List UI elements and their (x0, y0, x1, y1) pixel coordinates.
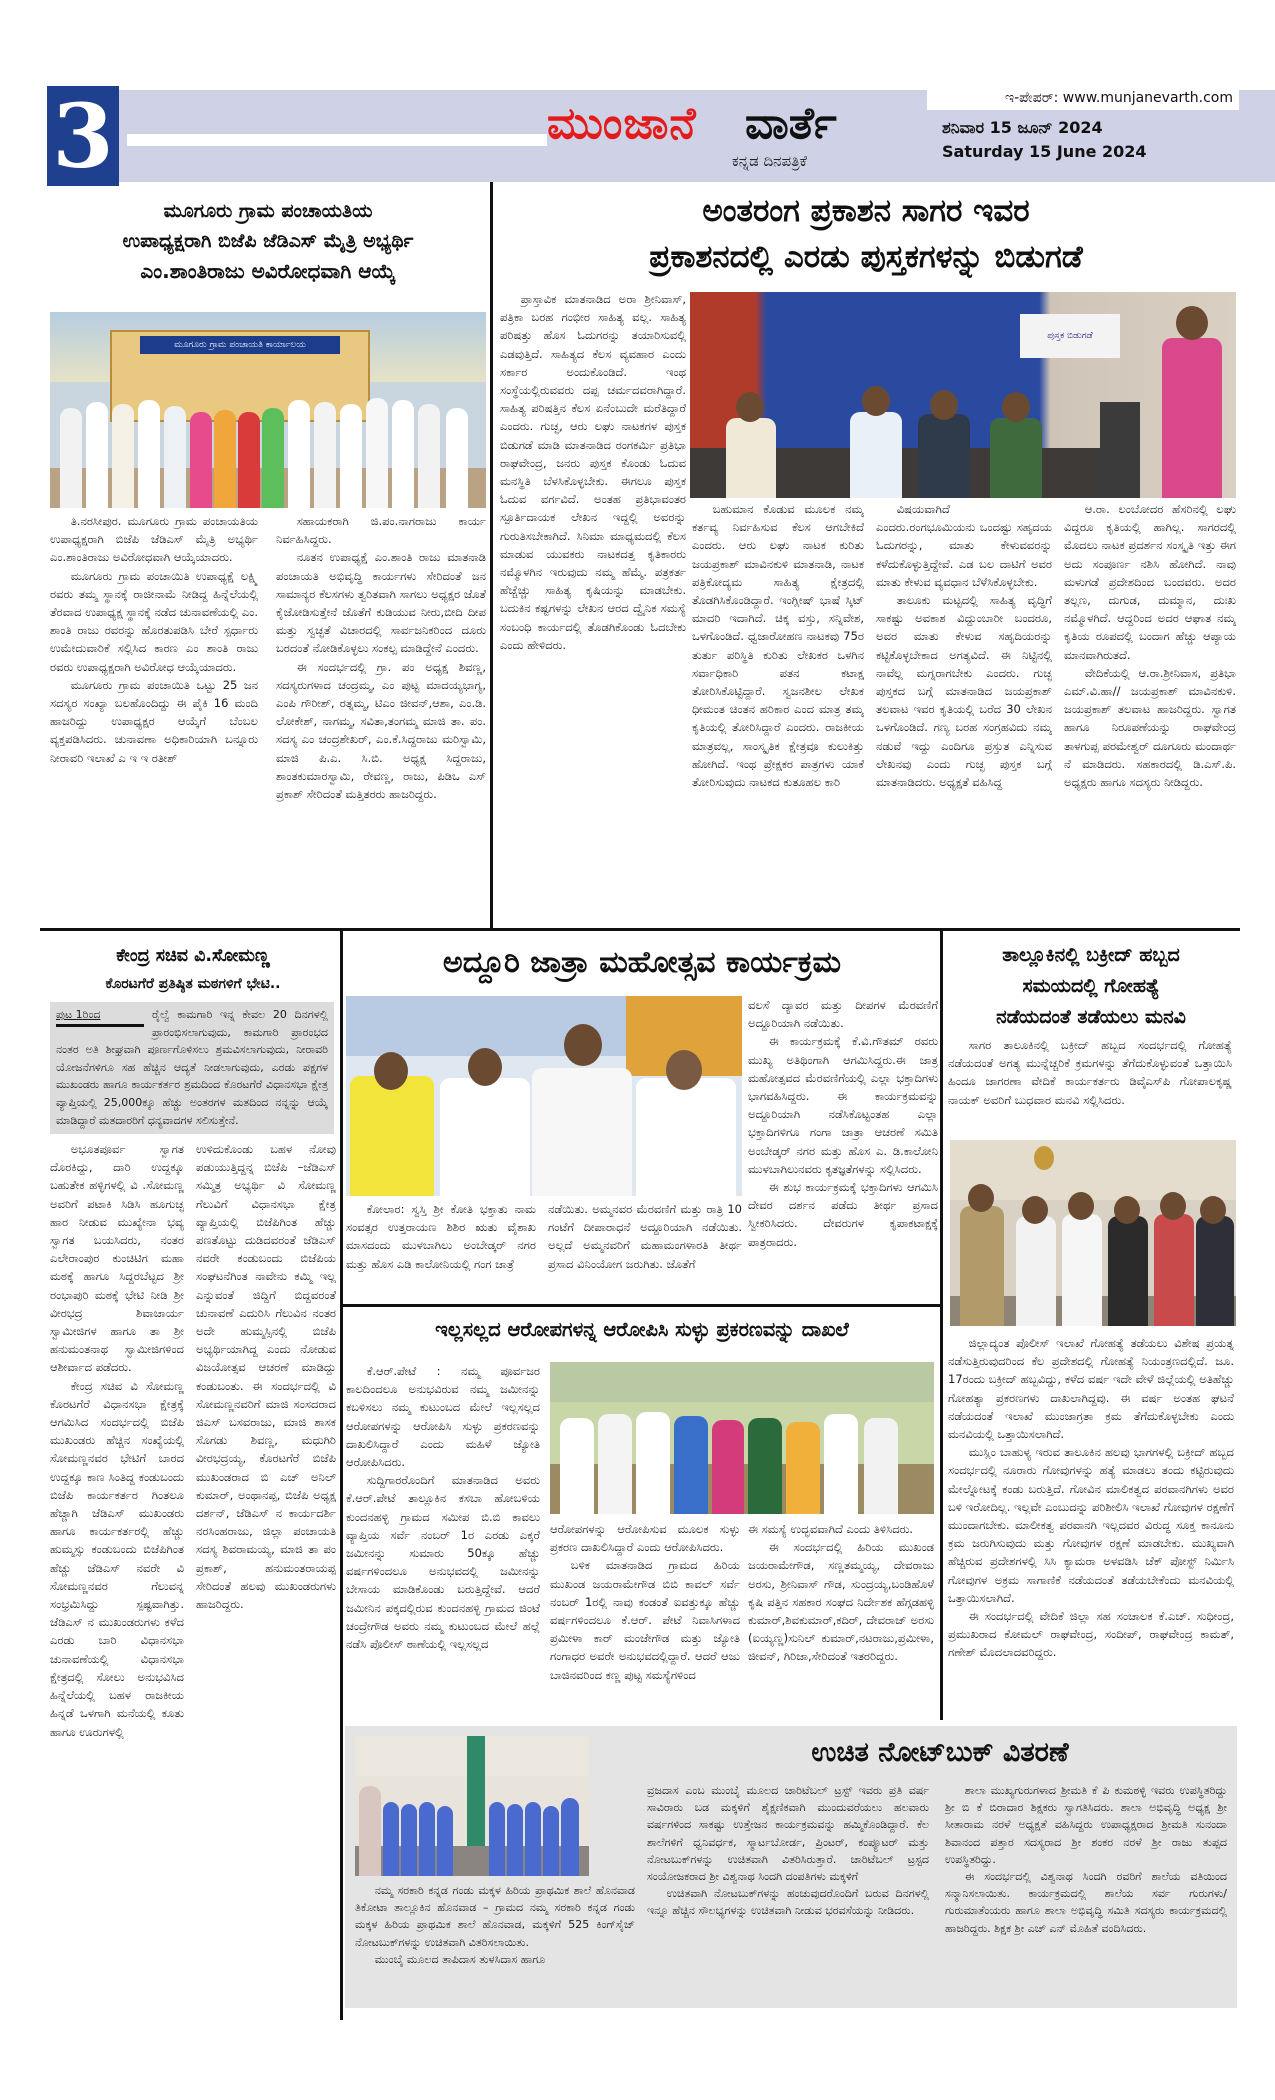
bakrid-body (948, 1334, 1234, 1714)
paragraph: ಸಾಗರ ತಾಲೂಕಿನಲ್ಲಿ ಬಕ್ರೀದ್ ಹಬ್ಬದ ಸಂದರ್ಭದಲ್ಲಿ ಗೋಹತ್ಯೆ ನಡೆಯದಂತೆ ಅಗತ್ಯ ಮುನ್ನೆಚ್ಚರಿಕೆ ಕ್ರಮಗಳನ್ನು ತೆಗೆದುಕೊಳ್ಳುವಂತೆ ಒತ್ತಾಯಿಸಿ ಹಿಂದೂ ಜಾಗರಣಾ ವೇದಿಕೆ ಕಾರ್ಯಕರ್ತರು ಡಿವೈಎಸ್‌ಪಿ ಗೋಪಾಲಕೃಷ್ಣ ನಾಯಕ್ ಅವರಿಗೆ ಬುಧವಾರ ಮನವಿ ಸಲ್ಲಿಸಿದರು. (948, 1038, 1232, 1107)
headline-line: ನಡೆಯದಂತೆ ತಡೆಯಲು ಮನವಿ (996, 1006, 1186, 1028)
paragraph: ಈ ಸಂದರ್ಭದಲ್ಲಿ ವೇದಿಕೆ ಜಿಲ್ಲಾ ಸಹ ಸಂಚಾಲಕ ಕೆ.ಎಚ್. ಸುಧೀಂದ್ರ, ಪ್ರಮುಖರಾದ ಕೋಮಲ್ ರಾಘವೇಂದ್ರ, ಸಂದೀಪ್, ರಾಘವೇಂದ್ರ ಕಾಮತ್, ಗಣೇಶ್ ಮೊದಲಾದವರಿದ್ದರು. (948, 1609, 1234, 1660)
paragraph: ಈ ಕಾರ್ಯಕ್ರಮಕ್ಕೆ ಕೆ.ವಿ.ಗೌತಮ್ ರವರು ಮುಖ್ಯ ಅತಿಥಿಂಗಾಗಿ ಆಗಮಿಸಿದ್ದರು.ಈ ಜಾತ್ರ ಮಹೋತ್ಸವದ ಮೆರವಣಿಗೆಯಲ್ಲಿ ಎಲ್ಲಾ ಭಕ್ತಾದಿಗಳು ಭಾಗವಹಿಸಿದ್ದರು. ಈ ಕಾರ್ಯಕ್ರಮವನ್ನು ಅದ್ದೂರಿಯಾಗಿ ನಡೆಸಿಕೊಟ್ಟಂತಹ ಎಲ್ಲಾ ಭಕ್ತಾದಿಗಳಿಗೂ ಗಂಗಾ ಜಾತ್ರಾ ಆಚರಣೆ ಸಮಿತಿ ಅಂಬೇಡ್ಕರ್ ನಗರ ಮತ್ತು ಹೊಸ ಎ. ಡಿ.ಕಾಲೋನಿ ಮುಳಬಾಗಿಲುನವರು ಕೃತಜ್ಞತೆಗಳನ್ನು ಸಲ್ಲಿಸಿದರು. (748, 1034, 938, 1176)
paragraph: ಆರೋಪಗಳನ್ನು ಆರೋಪಿಸುವ ಮೂಲಕ ಸುಳ್ಳು ಪ್ರಕರಣ ದಾಖಲಿಸಿದ್ದಾರೆ ಎಂದು ಆರೋಪಿಸಿದರು. (550, 1522, 740, 1555)
headline-line: ಮೂಗೂರು ಗ್ರಾಮ ಪಂಚಾಯತಿಯ (163, 200, 373, 222)
paragraph: ಶಾಲಾ ಮುಖ್ಯಗುರುಗಳಾದ ಶ್ರೀಮತಿ ಕೆ ಪಿ ಕುಮಠಳ್ಳಿ ಇವರು ಉಪಸ್ಥಿತರಿದ್ದು ಶ್ರೀ ಬಿ ಕೆ ಬಿರಾದಾರ ಶಿಕ್ಷಕರು ಸ್ವಾಗತಿಸಿದರು. ಶಾಲಾ ಅಭಿವೃದ್ಧಿ ಅಧ್ಯಕ್ಷ ಶ್ರೀ ಸೀತಾರಾಮ ನರಳೆ ಅಧ್ಯಕ್ಷತೆ ವಹಿಸಿದ್ದರು ಉಪಾಧ್ಯಕ್ಷರಾದ ಶ್ರೀಮತಿ ಸುನಂದಾ ಶಿವಾನಂದ ಪತ್ತಾರ ಸದಸ್ಯರಾದ ಶ್ರೀ ಶಂಕರ ನರಳೆ ಶ್ರೀ ರಾಜು ತುಪ್ಪದ ಉಪಸ್ಥಿತರಿದ್ದು. (945, 1784, 1227, 1866)
logo-text-red: ಮುಂಜಾನೆ (547, 98, 697, 149)
paragraph: ತಿ.ನರಸೀಪುರ. ಮೂಗೂರು ಗ್ರಾಮ ಪಂಚಾಯತಿಯ ಉಪಾಧ್ಯಕ್ಷರಾಗಿ ಬಿಜೆಪಿ ಜೆಡಿಎಸ್ ಮೈತ್ರಿ ಅಭ್ಯರ್ಥಿ ಎಂ.ಶಾಂತಿರಾಜು ಅವಿರೋಧವಾಗಿ ಆಯ್ಕೆಯಾದರು. (50, 514, 258, 565)
paragraph: ಸುದ್ದಿಗಾರರೊಂದಿಗೆ ಮಾತನಾಡಿದ ಅವರು ಕೆ.ಆರ್.ಪೇಟೆ ತಾಲ್ಲೂಕಿನ ಕಸಬಾ ಹೋಬಳಿಯ ಕುಂದನಹಳ್ಳಿ ಗ್ರಾಮದ ಸಮೀಪ ಬಿ.ಬಿ ಕಾವಲು ವ್ಯಾಪ್ತಿಯ ಸರ್ವೆ ನಂಬರ್ 1ರ ಎರಡು ಎಕ್ಕರೆ ಜಮೀನನ್ನು ಸುಮಾರು 50ಕ್ಕೂ ಹೆಚ್ಚು ವರ್ಷಗಳಿಂದಲೂ ಅನುಭವದಲ್ಲಿ ಜಮೀನನ್ನು ಬೇಸಾಯ ಮಾಡಿಕೊಂಡು ಬರುತ್ತಿದ್ದೇವೆ. ಆದರೆ ಜಮೀನಿನ ಪಕ್ಕದಲ್ಲಿರುವ ಕುಂದನಹಳ್ಳಿ ಗ್ರಾಮದ ಜಿಂಟೆ ಚಂದ್ರೇಗೌಡ ಅವರು ನಮ್ಮ ಕುಟುಂಬದ ಮೇಲೆ ಹಲ್ಲೆ ನಡೆಸಿ ಪೊಲೀಸ್ ಠಾಣೆಯಲ್ಲಿ ಇಲ್ಲಸಲ್ಲದ (346, 1473, 540, 1652)
paragraph: ಬಳಿಕ ಮಾತನಾಡಿದ ಗ್ರಾಮದ ಹಿರಿಯ ಮುಖಂಡ ಜಯರಾಮೇಗೌಡ ಬಿಬಿ ಕಾವಲ್ ಸರ್ವೆ ನಂಬರ್ 1ರಲ್ಲಿ ನಾವು ಕಂಡಂತೆ ಐವತ್ತುಕ್ಕೂ ಹೆಚ್ಚು ವರ್ಷಗಳಿಂದಲೂ ಕೆ.ಆರ್. ಪೇಟೆ ನಿವಾಸಿಗಳಾದ ಪ್ರಮೀಳಾ ಕಾರ್ ಮಂಜೇಗೌಡ ಮತ್ತು ಜ್ಯೋತಿ ಗಂಗಾಧರ ಅವರೇ ಅನುಭವದಲ್ಲಿದ್ದಾರೆ. ಆದರೆ ಆಜು ಬಾಜಿನವರಿಂದ ಕಣ್ಣ ಪುಟ್ಟ ಸಮಸ್ಯೆಗಳಿಂದ (550, 1558, 740, 1682)
paragraph: ಈ ಸಂದರ್ಭದಲ್ಲಿ ಗ್ರಾ. ಪಂ ಅಧ್ಯಕ್ಷ ಶಿವಣ್ಣ, ಸದಸ್ಯರುಗಳಾದ ಚಂದ್ರಮ್ಮ, ಎಂ ಪುಟ್ಟ ಮಾದಯ್ಯಭಾಗ್ಯ, ಎಂಪಿ ಗೌರೀಶ್, ರತ್ನಮ್ಮ, ಟಿಎಂ ಜೀವನ್,ಆಶಾ, ಎಂ.ಡಿ. ಲೋಕೇಶ್, ನಾಗಮ್ಮ, ಸವಿತಾ,ತಂಗಮ್ಮ ಮಾಜಿ ತಾ. ಪಂ. ಸದಸ್ಯ ಎಂ ಚಂದ್ರಶೇಖರ್, ಎಂ.ಕೆ.ಸಿದ್ದರಾಜು ಮರಿಸ್ವಾಮಿ, ಮಾಜಿ ಪಿ.ಎ. ಸಿ.ಬಿ. ಅಧ್ಯಕ್ಷ ಸಿದ್ದರಾಜು, ಶಾಂತಕುಮಾರಸ್ವಾಮಿ, ರೇವಣ್ಣ, ರಾಜು, ಪಿಡಿಒ ಎಸ್ ಪ್ರಕಾಶ್ ಸೇರಿದಂತೆ ಮತ್ತಿತರರು ಹಾಜರಿದ್ದರು. (276, 659, 486, 802)
paragraph: ಮುಸ್ಲಿಂ ಬಾಹುಳ್ಯ ಇರುವ ತಾಲೂಕಿನ ಹಲವು ಭಾಗಗಳಲ್ಲಿ ಬಕ್ರೀದ್ ಹಬ್ಬದ ಸಂದರ್ಭದಲ್ಲಿ ನೂರಾರು ಗೋವುಗಳನ್ನು ಹತ್ಯೆ ಮಾಡಲು ತಂದು ಕಟ್ಟಿರುವುದು ಮೇಲ್ನೋಟಕ್ಕೆ ಕಂಡು ಬರುತ್ತಿದೆ. ಗೋವಿನ ಮಾಲಿಕತ್ವದ ಪರವಾನಗಿಗಳು ಅವರ ಬಳಿ ಇರೋದಿಲ್ಲ. ಇಲ್ಲವೇ ಎಂಬುದನ್ನು ಪರಿಶೀಲಿಸಿ ಇಲಾಖೆ ಗೋವುಗಳ ರಕ್ಷಣೆಗೆ ಮುಂದಾಗಬೇಕು. ಮಾಲೀಕತ್ವ ಪರವಾನಗಿ ಇಲ್ಲದವರ ವಿರುದ್ಧ ಸೂಕ್ತ ಕಾನೂನು ಕ್ರಮ ಜರುಗಿಸುವುದು ಮತ್ತು ಗೋವುಗಳ ರಕ್ಷಣೆ ಮಾಡಬೇಕು. ಮುಖ್ಯವಾಗಿ ಹೆಚ್ಚಿರುವ ಪ್ರದೇಶಗಳಲ್ಲಿ ಸಿಸಿ ಕ್ಯಾಮರಾ ಅಳವಡಿಸಿ ಚೆಕ್ ಪೋಸ್ಟ್ ನಿರ್ಮಿಸಿ ಗೋವುಗಳ ಅಕ್ರಮ ಸಾಗಾಣಿಕೆ ನಡೆಯದಂತೆ ತಡೆಯಬೇಕೆಂದು ಮನವಿಯಲ್ಲಿ ಒತ್ತಾಯಿಸಲಾಗಿದೆ. (948, 1445, 1234, 1605)
paragraph: ಉಚಿತವಾಗಿ ನೋಟಬುಕ್‌ಗಳನ್ನು ಹಂಚುವುದರೊಂದಿಗೆ ಬರುವ ದಿನಗಳಲ್ಲಿ ಇನ್ನೂ ಹೆಚ್ಚಿನ ಸೌಲಭ್ಯಗಳನ್ನು ಉಚಿತವಾಗಿ ನೀಡುವ ಭರವಸೆಯನ್ನು ನೀಡಿದರು. (647, 1887, 929, 1918)
paragraph: ಜಿಲ್ಲಾದ್ಯಂತ ಪೊಲೀಸ್ ಇಲಾಖೆ ಗೋಹತ್ಯೆ ತಡೆಯಲು ವಿಶೇಷ ಪ್ರಯತ್ನ ನಡೆಸುತ್ತಿರುವುದರಿಂದ ಕೆಲ ಪ್ರದೇಶದಲ್ಲಿ ಗೋಹತ್ಯೆ ನಿಯಂತ್ರಣದಲ್ಲಿದೆ. ಜೂ. 17ರಂದು ಬಕ್ರೀದ್ ಹಬ್ಬವಿದ್ದು, ಕಳೆದ ವರ್ಷ ಇದೇ ವೇಳೆ ಜಿಲ್ಲೆಯಲ್ಲಿ ಅತಿಹೆಚ್ಚು ಗೋಹತ್ಯಾ ಪ್ರಕರಣಗಳು ದಾಖಲಾಗಿದ್ದವು. ಈ ವರ್ಷ ಅಂತಹ ಘಟನೆ ನಡೆಯದಂತೆ ಇಲಾಖೆ ಮುಂಜಾಗ್ರತಾ ಕ್ರಮ ತೆಗೆದುಕೊಳ್ಳಬೇಕು ಎಂದು ಮನವಿಯಲ್ಲಿ ಒತ್ತಾಯಿಸಲಾಗಿದೆ. (948, 1336, 1234, 1442)
antaranga-photo (690, 292, 1236, 498)
headline-line: ಕೇಂದ್ರ ಸಚಿವ ವಿ.ಸೋಮಣ್ಣ (116, 946, 270, 966)
page-number: 3 (47, 86, 119, 186)
bakrid-photo (950, 1140, 1236, 1326)
notebook-headline: ಉಚಿತ ನೋಟ್‌ಬುಕ್ ವಿತರಣೆ (811, 1737, 1069, 1768)
jatra-col-3 (748, 996, 938, 1298)
false-case-col-2 (550, 1520, 740, 1698)
date-english: Saturday 15 June 2024 (942, 142, 1147, 161)
false-case-photo (550, 1362, 934, 1514)
photo-signboard: ಮೂಗೂರು ಗ್ರಾಮ ಪಂಚಾಯತಿ ಕಾರ್ಯಾಲಯ (140, 336, 340, 354)
paragraph: ಮುಂಬೈ ಮೂಲದ ತಾಪಿದಾಸ ತುಳಸಿದಾಸ ಹಾಗೂ (374, 1952, 546, 1966)
paragraph: ಕೆ.ಆರ್.ಪೇಟೆ : ನಮ್ಮ ಪೂರ್ವಜರ ಕಾಲದಿಂದಲೂ ಅನುಭವಿರುವ ನಮ್ಮ ಜಮೀನನ್ನು ಕಬಳಿಸಲು ನಮ್ಮ ಕುಟುಂಬದ ಮೇಲೆ ಇಲ್ಲಸಲ್ಲದ ಆರೋಪಗಳನ್ನು ಆರೋಪಿಸಿ ಸುಳ್ಳು ಪ್ರಕರಣವನ್ನು ದಾಖಲಿಸಿದ್ದಾರೆ ಎಂದು ಮಹಿಳೆ ಜ್ಯೋತಿ ಆರೋಪಿಸಿದರು. (346, 1364, 540, 1470)
false-case-col-1 (346, 1362, 540, 1698)
paragraph: ಮೂಗೂರು ಗ್ರಾಮ ಪಂಚಾಯಿತಿ ಉಪಾಧ್ಯಕ್ಷೆ ಲಕ್ಷ್ಮಿ ರವರು ತಮ್ಮ ಸ್ಥಾನಕ್ಕೆ ರಾಜೀನಾಮೆ ನೀಡಿದ್ದ ಹಿನ್ನೆಲೆಯಲ್ಲಿ ತೆರವಾದ ಉಪಾಧ್ಯಕ್ಷ ಸ್ಥಾನಕ್ಕೆ ನಡೆದ ಚುನಾವಣೆಯಲ್ಲಿ ಎಂ. ಶಾಂತಿ ರಾಜು ರವರನ್ನು ಹೊರತುಪಡಿಸಿ ಬೇರೆ ಸ್ಪರ್ಧಾರು ಉಮೇದುವಾರಿಕೆ ಸಲ್ಲಿಸಿದ ಕಾರಣ ಎಂ ಶಾಂತಿ ರಾಜು ರವರು ಉಪಾಧ್ಯಕ್ಷರಾಗಿ ಅವಿರೋಧ ಆಯ್ಕೆಯಾದರು. (50, 568, 258, 674)
headline-line: ಉಪಾಧ್ಯಕ್ಷರಾಗಿ ಬಿಜೆಪಿ ಜೆಡಿಎಸ್ ಮೈತ್ರಿ ಅಭ್ಯರ್ಥಿ (122, 230, 414, 252)
paragraph: ಆ.ರಾ. ಲಂಬೋದರ ಹೆಸರಿನಲ್ಲಿ ಲಘು ವಿದ್ದರೂ ಕೃತಿಯಲ್ಲಿ ಹಾಗಿಲ್ಲ. ಸಾಗರದಲ್ಲಿ ಮೊದಲು ನಾಟಕ ಪ್ರದರ್ಶನ ಸಂಸ್ಕೃತಿ ಇತ್ತು ಈಗ ಅದು ಸಂಪೂರ್ಣ ನಶಿಸಿ ಹೋಗಿದೆ. ನಾವು ಮಳುಗಡೆ ಪ್ರದೇಶದಿಂದ ಬಂದವರು. ಅದರ ತಲ್ಲಣ, ದುಗುಡ, ದುಮ್ಮಾನ, ದುಃಖ ನಮ್ಮೊಳಗಿದೆ. ಆದ್ದರಿಂದ ಅದರ ಆಘಾತ ನಮ್ಮ ಕೃತಿಯ ರೂಪದಲ್ಲಿ ಬಂದಾಗ ಹೆಚ್ಚು ಆಪ್ಯಾಯ ಮಾನವಾಗಿರುತದೆ. (1064, 502, 1236, 662)
somanna-headline (48, 942, 338, 998)
jatra-col-2 (548, 1200, 742, 1298)
notebook-caption (355, 1882, 635, 2004)
logo-tagline: ಕನ್ನಡ ದಿನಪತ್ರಿಕೆ (732, 152, 808, 170)
false-case-col-3 (748, 1520, 934, 1698)
paragraph: ವಲಸೆ ದ್ಯಾವರ ಮತ್ತು ದೀಪಗಳ ಮೆರವಣಿಗೆ ಅದ್ದೂರಿಯಾಗಿ ನಡೆಯಿತು. (748, 998, 938, 1031)
paragraph: ವೇದಿಕೆಯಲ್ಲಿ ಆ.ರಾ.ಶ್ರೀನಿವಾಸ, ಪ್ರತಿಭಾ ಎಮ್.ವಿ.ಹಾ// ಜಯಪ್ರಕಾಶ್ ಮಾವಿನಕುಳಿ. ಜಯಪ್ರಕಾಶ್ ತಲವಾಟ ಹಾಜರಿದ್ದರು. ಸ್ವಾಗತ ಹಾಗೂ ನಿರೂಪಣೆಯನ್ನು ರಾಘವೇಂದ್ರ ತಾಳಗುಪ್ಪ ಪರಮೇಶ್ವರ್ ದೂಗೂರು ಮಂದಾರ್ಥ ನೆ ಮಾಡಿದರು. ಸಹಕಾರದಲ್ಲಿ ಡಿ.ಎಸ್.ಪಿ. ಅಧ್ಯಕ್ಷರು ಹಾಗೂ ಸದಸ್ಯರು ನೀಡಿದ್ದರು. (1064, 665, 1236, 790)
paragraph: ಈ ಸಮಸ್ಯೆ ಉದ್ಭವವಾಗಿದೆ ಎಂದು ತಿಳಿಸಿದರು. (748, 1522, 914, 1536)
headline-line: ಅಂತರಂಗ ಪ್ರಕಾಶನ ಸಾಗರ ಇವರ (702, 193, 1030, 229)
notebook-photo (355, 1736, 589, 1876)
antaranga-col-4 (1064, 500, 1236, 924)
paragraph: ಈ ಸಂದರ್ಭದಲ್ಲಿ ಹಿರಿಯ ಮುಖಂಡ ಜಯರಾಮೇಗೌಡ, ಸಣ್ಣತಮ್ಮಯ್ಯ, ದೇವರಾಜು ಅರಸು, ಶ್ರೀನಿವಾಸ್ ಗೌಡ, ಸುಂದ್ರಯ್ಯ,ಬಂಡಿಹೊಳೆ ಕೃಷಿ ಪತ್ತಿನ ಸಹಕಾರ ಸಂಘದ ನಿರ್ದೇಶಕ ಹೆಗ್ಗಡಹಳ್ಳಿ ಕುಮಾರ್,ಶಿವಕುಮಾರ್,ಕದಿರ್, ದೇವರಾಜ್ ಅರಸು (ಐಯ್ಯಣ್ಣ)ಸುನಿಲ್ ಕುಮಾರ್,ನಟರಾಜು,ಪ್ರಮೀಳಾ, ಜೀವನ್, ಗಿರಿಜಾ,ಸೇರಿದಂತೆ ಇತರರಿದ್ದರು. (748, 1540, 934, 1664)
notebook-col-2 (647, 1782, 929, 2004)
bakrid-headline (944, 940, 1238, 1033)
headline-line: ಕೊರಟಗೆರೆ ಪ್ರತಿಷ್ಠಿತ ಮಠಗಳಿಗೆ ಭೇಟಿ.. (105, 976, 281, 992)
article-notebook (345, 1726, 1237, 2008)
moguru-col-2 (276, 512, 486, 922)
headline-line: ತಾಲ್ಲೂಕಿನಲ್ಲಿ ಬಕ್ರೀದ್ ಹಬ್ಬದ (1002, 944, 1180, 966)
paragraph: ಉಳಿದುಕೊಂಡು ಬಹಳ ನೋವು ಪಡುಯುತ್ತಿದ್ದನ್ನ ಬಿಜೆಪಿ –ಜೆಡಿಎಸ್ ಸಮ್ಮಿತ್ರ ಅಭ್ಯರ್ಥಿ ವಿ ಸೋಮಣ್ಣ ಗೆಲುವಿಗೆ ವಿಧಾನಸಭಾ ಕ್ಷೇತ್ರ ವ್ಯಾಪ್ತಿಯಲ್ಲಿ ಬಿಜೆಪಿಗಿಂತ ಹೆಚ್ಚು ಪಣತೊಟ್ಟು ದುಡಿದವರಂತೆ ಜೆಡಿಎಸ್ ನವರೇ ಕಂಡುಬಂದು ಬಿಜೆಪಿಯ ಸಂಘಟನೆಗಿಂತ ನಾವೇನು ಕಮ್ಮಿ ಇಲ್ಲ ಎನ್ನುವಂತೆ ಜಿದ್ದಿಗೆ ಬಿದ್ದವರಂತೆ ಚುನಾವಣೆ ಎದುರಿಸಿ ಗೆಲುವಿನ ನಂತರ ಅದೇ ಹುಮ್ಮಸ್ಸಿನಲ್ಲಿ ಬಿಜೆಪಿ ಅಭ್ಯರ್ಥಿಯಾಗಿದ್ದ ಎಂದು ನೋಡುವ ವಿಜಯೋತ್ಸವ ಆಚರಣೆ ಮಾಡಿದ್ದು ಕಂಡುಬಂತು. ಈ ಸಂದರ್ಭದಲ್ಲಿ ವಿ ಸೋಮಣ್ಣನವರಿಗೆ ಮಾಜಿ ಸಂಸದರಾದ ಜಿಎಸ್ ಬಸವರಾಜು, ಮಾಜಿ ಶಾಸಕ ಸೊಗಡು ಶಿವಣ್ಣ, ಮಧುಗಿರಿ ವೀರಭದ್ರಯ್ಯ, ಕೊರಟಗೆರೆ ಬಿಜೆಪಿ ಮುಖಂಡರಾದ ಬಿ ಎಚ್ ಅನಿಲ್ ಕುಮಾರ್, ಅಂಥಾನಪ್ಪ, ಬಿಜೆಪಿ ಅಧ್ಯಕ್ಷ ದರ್ಶನ್, ಜೆಡಿಎಸ್ ನ ಕಾರ್ಯದರ್ಶಿ ನರಸಿಂಹರಾಜು, ಜಿಲ್ಲಾ ಪಂಚಾಯತಿ ಸದಸ್ಯ ಶಿವರಾಮಯ್ಯ, ಮಾಜಿ ತಾ ಪಂ ಪ್ರಕಾಶ್, ಹನುಮಂತರಾಯಪ್ಪ ಸೇರಿದಂತೆ ಹಲವು ಮುಖಂಡರುಗಳು ಹಾಜರಿದ್ದರು. (196, 1142, 336, 1612)
column-divider (940, 930, 943, 1720)
somanna-intro-box (50, 1002, 334, 1134)
somanna-intro (56, 1006, 328, 1132)
paragraph: ಮೂಗೂರು ಗ್ರಾಮ ಪಂಚಾಯಿತಿ ಒಟ್ಟು 25 ಜನ ಸದಸ್ಯರ ಸಂಖ್ಯಾ ಬಲಹೊಂದಿದ್ದು ಈ ಪೈಕಿ 16 ಮಂದಿ ಹಾಜರಿದ್ದು ಉಪಾಧ್ಯಕ್ಷರ ಆಯ್ಕೆಗೆ ಬೆಂಬಲ ವ್ಯಕ್ತಪಡಿಸಿದರು. ಚುನಾವಣಾ ಅಧಿಕಾರಿಯಾಗಿ ಬನ್ನೂರು ನೀರಾವರಿ ಇಲಾಖೆ ಎ ಇ ಇ ರತೀಶ್ (50, 677, 258, 765)
paragraph: ನಡೆಯಿತು. ಅಮ್ಮನವರ ಮೆರವಣಿಗೆ ಮತ್ತು ರಾತ್ರಿ 10 ಗಂಟೆಗೆ ದೀಪಾರಾಧನೆ ಅದ್ದೂರಿಯಾಗಿ ನಡೆಯಿತು. ಅಲ್ಲದೆ ಅಮ್ಮನವರಿಗೆ ಮಹಾಮಂಗಳಾರತಿ ತೀರ್ಥ ಪ್ರಸಾದ ವಿನಿಂಯೋಗ ಜರುಗಿತು. ಜೊತೆಗೆ (548, 1202, 742, 1271)
masthead (47, 86, 1237, 186)
moguru-photo (50, 312, 486, 508)
epaper-link[interactable]: ಇ-ಪೇಪರ್: www.munjanevarth.com (927, 86, 1239, 110)
date-kannada: ಶನಿವಾರ 15 ಜೂನ್ 2024 (942, 118, 1103, 137)
headline-line: ಪ್ರಕಾಶನದಲ್ಲಿ ಎರಡು ಪುಸ್ತಕಗಳನ್ನು ಬಿಡುಗಡೆ (649, 239, 1083, 275)
antaranga-col-2 (692, 500, 864, 924)
jatra-headline: ಅದ್ದೂರಿ ಜಾತ್ರಾ ಮಹೋತ್ಸವ ಕಾರ್ಯಕ್ರಮ (442, 945, 842, 980)
section-divider (340, 1304, 940, 1307)
moguru-headline (48, 196, 488, 286)
moguru-col-1 (50, 512, 258, 922)
headline-line: ಎಂ.ಶಾಂತಿರಾಜು ಅವಿರೋಧವಾಗಿ ಆಯ್ಕೆ (140, 259, 396, 283)
somanna-col-1 (50, 1140, 184, 2020)
paragraph: ವಿಷಯವಾಗಿದೆ ಎಂದರು.ರಂಗಭೂಮಿಯನು ಒಂದಷ್ಟು ಸಹೃದಯ ಓದುಗರನ್ನು, ಮಾತು ಕೇಳುವವರನ್ನು ಕಳೆದುಕೊಳ್ಳುತ್ತಿದ್ದೇವೆ. ಎಡ ಬಲ ದಾಟಿಗೆ ಅವರ ಮಾತು ಕೇಳುವ ವ್ಯವಧಾನ ಬೆಳೆಸಿಕೊಳ್ಳಬೇಕು. (876, 502, 1052, 589)
antaranga-col-1 (500, 290, 686, 924)
logo-text-black: ವಾರ್ತೆ (745, 98, 837, 149)
stage-banner: ಪುಸ್ತಕ ಬಿಡುಗಡೆ (1020, 314, 1120, 358)
paragraph: ಈ ಸಂದರ್ಭದಲ್ಲಿ ವಿಶ್ವನಾಥ ಸಿಂದಗಿ ರವರಿಗೆ ಶಾಲೆಯ ವತಿಯಿಂದ ಸನ್ಮಾನಿಸಲಾಯಿತು. ಕಾರ್ಯಕ್ರಮದಲ್ಲಿ ಶಾಲೆಯ ಸರ್ವ ಗುರುಗಳು/ಗುರುಮಾತೆಂಯರು ಹಾಗೂ ಶಾಲಾ ಅಭಿವೃದ್ಧಿ ಸಮಿತಿ ಸದಸ್ಯರು ಕಾರ್ಯಕ್ರಮದಲ್ಲಿ ಹಾಜರಿದ್ದರು. ಶಿಕ್ಷಕ ಶ್ರೀ ಎಚ್ ಎನ್ ಮೊಹಿತೆ ವಂದಿಸಿದರು. (945, 1870, 1227, 1935)
headline-line: ಸಮಯದಲ್ಲಿ ಗೋಹತ್ಯೆ (1022, 975, 1160, 997)
paragraph: ಕೋಲಾರ: ಸ್ವಸ್ತಿ ಶ್ರೀ ಕೋತಿ ಭಕ್ತಾತು ನಾಮ ಸಂವತ್ಸರ ಉತ್ತರಾಯಣ ಶಿಶಿರ ಋತು ವೈಶಾಖ ಮಾಸದಂದು ಮುಳಬಾಗಿಲು ಅಂಬೇಡ್ಕರ್ ನಗರ ಮತ್ತು ಹೊಸ ಎಡಿ ಕಾಲೋನಿಯಲ್ಲಿ ಗಂಗ ಜಾತ್ರೆ (346, 1202, 536, 1271)
column-divider (490, 182, 493, 928)
bakrid-intro (948, 1036, 1232, 1130)
section-divider (40, 928, 1240, 931)
notebook-col-3 (945, 1782, 1227, 2004)
jatra-photo (346, 996, 742, 1196)
column-divider (340, 930, 343, 2020)
intro-text: ರೈಲ್ವೆ ಕಾಮಗಾರಿ ಇನ್ನ ಕೇವಲ 20 ದಿನಗಳಲ್ಲಿ ಪ್ರಾರಂಭಿಸಲಾಗುವುದು, ಕಾಮಗಾರಿ ಪ್ರಾರಂಭದ ನಂತರ ಅತಿ ಶೀಘ್ರವಾಗಿ ಪೂರ್ಣಗೊಳಿಸಲು ಶ್ರಮವಿಸಲಾಗುವುದು, ನೀರಾವರಿ ಯೋಜನೆಗಳಿಗೂ ಸಹ ಹೆಚ್ಚಿನ ಆದ್ಯತೆ ನೀಡಲಾಗುವುದು, ಎರಡು ಪಕ್ಷಗಳ ಮುಖಂಡರು ಹಾಗೂ ಕಾರ್ಯಕರ್ತರ ಶ್ರಮದಿಂದ ಕೊರಟಗೆರೆ ವಿಧಾನಸಭಾ ಕ್ಷೇತ್ರ ವ್ಯಾಪ್ತಿಯಲ್ಲಿ 25,000ಕ್ಕೂ ಹೆಚ್ಚು ಅಂತರಗಳ ಮತದಿಂದ ನನ್ನನ್ನು ಆಯ್ಕೆ ಮಾಡಿದ್ದಾರೆ ಮತದಾರರಿಗೆ ಧನ್ಯವಾದಗಳ ಸಲಿಸುತ್ತೇನೆ. (56, 1008, 328, 1127)
paragraph: ಸಹಾಯಕರಾಗಿ ಜಿ.ಪಂ.ನಾಗರಾಜು ಕಾರ್ಯ ನಿರ್ವಹಿಸಿದ್ದರು. (276, 514, 486, 547)
somanna-col-2 (196, 1140, 336, 2020)
paragraph: ನಮ್ಮ ಸರಕಾರಿ ಕನ್ನಡ ಗಂಡು ಮಕ್ಕಳ ಹಿರಿಯ ಪ್ರಾಥಮಿಕ ಶಾಲೆ ಹೊನವಾಡ ತಿಕೋಟಾ ತಾಲ್ಲೂಕಿನ ಹೊನವಾಡ – ಗ್ರಾಮದ ನಮ್ಮ ಸರಕಾರಿ ಕನ್ನಡ ಗಂಡು ಮಕ್ಕಳ ಹಿರಿಯ ಪ್ರಾಥಮಿಕ ಶಾಲೆ ಹೊನವಾಡ, ಮಕ್ಕಳಿಗೆ 525 ಕಿಂಗ್‌ಸೈಜ್ ನೋಟಬುಕ್‌ಗಳನ್ನು ಉಚಿತವಾಗಿ ವಿತರಿಸಲಾಯಿತು. (355, 1884, 635, 1949)
antaranga-col-3 (876, 500, 1052, 924)
antaranga-headline (496, 188, 1236, 280)
paragraph: ಈ ಶುಭ ಕಾರ್ಯಕ್ರಮಕ್ಕೆ ಭಕ್ತಾದಿಗಳು ಆಗಮಿಸಿ ದೇವರ ದರ್ಶನ ಪಡೆದು ತೀರ್ಥ ಪ್ರಸಾದ ಸ್ವೀಕರಿಸಿದರು. ದೇವರುಗಳ ಕೃಪಾಕಟಾಕ್ಷಕ್ಕೆ ಪಾತ್ರರಾದರು. (748, 1180, 938, 1249)
jatra-col-1 (346, 1200, 536, 1298)
paragraph: ಕೇಂದ್ರ ಸಚಿವ ವಿ ಸೋಮಣ್ಣ ಕೊರಟಗೆರೆ ವಿಧಾನಸಭಾ ಕ್ಷೇತ್ರಕ್ಕೆ ಆಗಮಿಸಿದ ಸಂದರ್ಭದಲ್ಲಿ ಬಿಜೆಪಿ ಮುಖಂಡರು ಹೆಚ್ಚಿನ ಸಂಖ್ಯೆಯಲ್ಲಿ ಸೋಮಣ್ಣನವರ ಭೇಟಿಗೆ ಬಾರದ ಉದ್ದಕ್ಕೂ ಕಾಣ ಸಿಂತಿದ್ದ ಕಂಡುಬಂದು ಬಿಜೆಪಿ ಕಾರ್ಯಕರ್ತರ ಗಿಂತಲೂ ಹೆಚ್ಚಾಗಿ ಜೆಡಿಎಸ್ ಮುಖಂಡರು ಹಾಗೂ ಕಾರ್ಯಕರ್ತರಲ್ಲಿ ಹೆಚ್ಚು ಹುಮ್ಮಸ್ಸು ಕಂಡುಬಂದು ಬಿಜೆಪಿಗಿಂತ ಹೆಚ್ಚು ಜೆಡಿಎಸ್ ನವರೇ ವಿ ಸೋಮಣ್ಣನವರ ಗೆಲುವನ್ನ ಸಂಭ್ರಮಿಸಿದ್ದು ಸ್ಪಷ್ಟವಾಗಿತ್ತು. ಜೆಡಿಎಸ್ ನ ಮುಖಂಡರುಗಳು ಕಳೆದ ಎರಡು ಬಾರಿ ವಿಧಾನಸಭಾ ಚುನಾವಣೆಯಲ್ಲಿ ವಿಧಾನಸಭಾ ಕ್ಷೇತ್ರದಲ್ಲಿ ಸೋಲು ಅನುಭವಿಸಿದ ಹಿನ್ನೆಲೆಯಲ್ಲಿ ಬಹಳ ರಾಜಕೀಯ ಹಿನ್ನಡೆ ಒಳಗಾಗಿ ಮನೆಯಲ್ಲಿ ಕೂತು ಹಾಗೂ ಊರುಗಳಲ್ಲಿ (50, 1378, 184, 1739)
paragraph: ವ್ರಜದಾಸ ಎಂಬ ಮುಂಬೈ ಮೂಲದ ಚಾರಿಟೆಬಲ್ ಟ್ರಸ್ಟ್ ಇವರು ಪ್ರತಿ ವರ್ಷ ಸಾವಿರಾರು ಬಡ ಮಕ್ಕಳಿಗೆ ಶೈಕ್ಷಣಿಕವಾಗಿ ಮುಂದುವರೆಯಲು ಹಲವಾರು ವರ್ಷಗಳಿಂದ ಸಾಕಷ್ಟು ಉತ್ತೇಜನ ಕಾರ್ಯಕ್ರಮವನ್ನು ಹಮ್ಮಿಕೊಂಡಿದ್ದಾರೆ. ಕೆಲ ಶಾಲೆಗಳಿಗೆ ಧ್ವನಿವರ್ಧಕ, ಸ್ಮಾರ್ಟಬೋರ್ಡ, ಪ್ರಿಂಟರ್, ಕಂಪ್ಯೂಟರ್ ಮತ್ತು ನೋಟಬುಕ್‌ಗಳನ್ನು ಉಚಿತವಾಗಿ ವಿತರಿಸಿರುತ್ತಾರೆ. ಚಾರಿಟೆಬಲ್ ಟ್ರಸ್ಟದ ಸಂಯೋಜಕರಾದ ಶ್ರೀ ವಿಶ್ವನಾಥ ಸಿಂದಗಿ ದಂಪತಿಗಳು ಮಕ್ಕಳಿಗೆ (647, 1784, 929, 1884)
paragraph: ಪ್ರಾಸ್ತಾವಿಕ ಮಾತನಾಡಿದ ಅರಾ ಶ್ರೀನಿವಾಸ್, ಪತ್ರಿಕಾ ಬರಹ ಗಂಭೀರ ಸಾಹಿತ್ಯ ವಲ್ಲ. ಸಾಹಿತ್ಯ ಪರಿಷತ್ತು ಹೊಸ ಓದುಗರನ್ನು ತಯಾರಿಸುವಲ್ಲಿ ಎಡವುತ್ತಿದೆ. ಸಾಹಿತ್ಯದ ಕೆಲಸ ವ್ಯವಹಾರ ಎಂದು ಸರ್ಕಾರ ಅಂದುಕೊಂಡಿದೆ. ಇಂಥ ಸಂಸ್ಥೆಯಲ್ಲಿರುವವರು ದಪ್ಪ ಚರ್ಮದವರಾಗಿದ್ದಾರೆ. ಸಾಹಿತ್ಯ ಪರಿಷತ್ತಿನ ಕೆಲಸ ಏನೆಂಬುದೇ ಮರೆತಿದ್ದಾರೆ ಎಂದರು. ಗುಚ್ಛ, ಆರು ಲಘು ನಾಟಕಗಳ ಪುಸ್ತಕ ಬಿಡುಗಡೆ ಮಾಡಿ ಮಾತನಾಡಿದ ರಂಗಕರ್ಮಿ ಪ್ರತಿಭಾ ರಾಘವೇಂದ್ರ, ಜನರು ಪುಸ್ತಕ ಕೊಂಡು ಓದುವ ಮನಸ್ಥಿತಿ ಬೆಳಸಿಕೊಳ್ಳಬೇಕು. ಈಗಲೂ ಪುಸ್ತಕ ಓದುವ ವರ್ಗವಿದೆ. ಅಂತಹ ಪ್ರತಿಭಾವಂತರ ಸ್ಪೂರ್ತಿದಾಯಕ ಲೇಖನ ಇದ್ದಲ್ಲಿ ಅವರನ್ನು ಗುರುತಿಸಬೇಕಾಗಿದೆ. ಸಿನಿಮಾ ಮಾಧ್ಯಮದಲ್ಲಿ ಕೆಲಸ ಮಾಡುವ ಯುವಕರು ನಾಟಕದತ್ತ ಕೃತಿಕಾರರು ನಮ್ಮೊಳಗಿನ ಇರುವುದು ನಮ್ಮ ಹೆಮ್ಮೆ. ಪತ್ರಕರ್ತ ಹೆಚ್ಚೆಚ್ಚು ಸಾಹಿತ್ಯ ಕೃಷಿಯನ್ನು ಮಾಡಬೇಕು. ಬದುಕಿನ ಕಷ್ಟಗಳನ್ನು ಲೇಖನ ಆರದ ದ್ವೈನಿಕ ಸಮಸ್ಯೆ ಸಂಬಂಧಿ ಕಾರ್ಯದಲ್ಲಿ ತೊಡಗಿಕೊಂಡು ಓದಬೇಕು ಎಂದು ಹೇಳಿದರು. (500, 292, 686, 652)
false-case-headline: ಇಲ್ಲಸಲ್ಲದ ಆರೋಪಗಳನ್ನ ಆರೋಪಿಸಿ ಸುಳ್ಳು ಪ್ರಕರಣವನ್ನು ದಾಖಲೆ (435, 1318, 849, 1341)
newspaper-logo (547, 96, 927, 176)
paragraph: ತಾಲೂಕು ಮಟ್ಟದಲ್ಲಿ ಸಾಹಿತ್ಯ ವೃದ್ಧಿಗೆ ಸಾಕಷ್ಟು ಅವಕಾಶ ವಿದ್ದುಂಬಾರೀ ಬಂದರೂ, ಅವರ ಮಾತು ಕೇಳುವ ಸಹೃದಿಯರನ್ನು ಕಟ್ಟಿಕೊಳ್ಳಬೇಕಾದ ಅಗತ್ಯವಿದೆ. ಈ ನಿಟ್ಟಿನಲ್ಲಿ ನಾವೆಲ್ಲ ಮಗ್ನರಾಗಬೇಕು ಎಂದರು. ಗುಚ್ಛ ಪುಸ್ತಕದ ಬಗ್ಗೆ ಮಾತನಾಡಿದ ಜಯಪ್ರಕಾಶ್ ತಲವಾಟ ಇವರ ಕೃತಿಯಲ್ಲಿ ಬರೆದ 30 ಲೇಖನ ಒಳಗೊಂಡಿದೆ. ಗಣ್ಯ ಬರಹ ಸಂಗ್ರಹವಿದು ನಮ್ಮ ನಡುವೆ ಇದ್ದು ಎಂದಿಗೂ ಪ್ರಸ್ತುತ ಎನ್ನಿಸುವ ಲೇಖನವು ಎಂದು ಗುಚ್ಛ ಪುಸ್ತಕ ಬಗ್ಗೆ ಮಾತನಾಡಿದರು. ಅಧ್ಯಕ್ಷತೆ ವಹಿಸಿದ್ದ (876, 593, 1052, 790)
continued-label: ಪುಟ 1ರಿಂದ (56, 1006, 144, 1027)
paragraph: ಬಹುಮಾನ ಕೊಡುವ ಮೂಲಕ ನಮ್ಮ ಕರ್ತವ್ಯ ನಿರ್ವಹಿಸುವ ಕೆಲಸ ಆಗಬೇಕಿದೆ ಎಂದರು. ಆರು ಲಘು ನಾಟಕ ಕುರಿತು ಜಯಪ್ರಕಾಶ್ ಮಾವಿನಕುಳಿ ಮಾತನಾಡಿ, ನಾಟಕ ಪತ್ರಿಕೋದ್ಯಮ ಸಾಹಿತ್ಯ ಕ್ಷೇತ್ರದಲ್ಲಿ ತೊಡಗಿಸಿಕೊಂಡಿದ್ದಾರೆ. ಇಂಗ್ಲೀಷ್ ಭಾಷೆ ಸ್ಕಿಟ್ ಮಾದರಿ ಇದಾಗಿದೆ. ಚಿಕ್ಕ ವಸ್ತು, ಸನ್ನಿವೇಶ, ಒಳಗೊಂಡಿದೆ. ಧ್ವಜಾರೋಹಣ ನಾಟಕವು 75ರ ತುರ್ತು ಪರಿಸ್ಥಿತಿ ಕುರಿತು ಲೇಖಕರ ಒಳಗಿನ ಸರ್ವಾಧಿಕಾರಿ ಪತನ ಕಟಾಕ್ಷ ತೋರಿಸಿಕೊಟ್ಟಿದ್ದಾರೆ. ಸ್ವಜನಶೀಲ ಲೇಖಕ ಧೀಮಂತ ಚಿಂತನ ಹರಿಕಾರ ಎಂದ ಮಾತ್ರ ತಮ್ಮ ಕೃತಿಯಲ್ಲಿ ತೋರಿಸಿದ್ದಾರೆ ಎಂದರು. ರಾಜಕೀಯ ಮಾತ್ರವಲ್ಲ, ಸಾಂಸ್ಕೃತಿಕ ಕ್ಷೇತ್ರವೂ ಕುಲುಕಿತ್ತು ಹೋಗಿದೆ. ಇಂಥ ಪ್ರೇಕ್ಷಕರ ಪಾತ್ರಗಳು ಯಾಕೆ ತೋರಿಸುವುದು ನಾಟಕದ ಕುತೂಹಲ ಕಾರಿ (692, 502, 864, 790)
paragraph: ನೂತನ ಉಪಾಧ್ಯಕ್ಷೆ ಎಂ.ಶಾಂತಿ ರಾಜು ಮಾತನಾಡಿ ಪಂಚಾಯತಿ ಅಭಿವೃದ್ಧಿ ಕಾರ್ಯಗಳು ಸೇರಿದಂತೆ ಜನ ಸಾಮಾನ್ಯರ ಕೆಲಸಗಳು ತ್ವರಿತವಾಗಿ ಸಾಗಲು ಅಧ್ಯಕ್ಷರ ಜೊತೆ ಕೈಜೋಡಿಸುತ್ತೇನೆ ಜೊತೆಗೆ ಕುಡಿಯುವ ನೀರು,ಬೀದಿ ದೀಪ ಮತ್ತು ಸ್ವಚ್ಛತೆ ವಿಚಾರದಲ್ಲಿ ಸಾರ್ವಜನಿಕರಿಂದ ದೂರು ಬರದಂತೆ ನೋಡಿಕೊಳ್ಳಲು ಸಂಕಲ್ಪ ಮಾಡಿದ್ದೇನೆ ಎಂದರು. (276, 550, 486, 656)
masthead-stripe (127, 134, 547, 146)
paragraph: ಅಭೂತಪೂರ್ವ ಸ್ವಾಗತ ದೊರಕಿದ್ದು, ದಾರಿ ಉದ್ದಕ್ಕೂ ಬಹುತೇಕ ಹಳ್ಳಿಗಳಲ್ಲಿ ವಿ .ಸೋಮಣ್ಣ ಅವರಿಗೆ ಪಟಾಕಿ ಸಿಡಿಸಿ ಹೂಗುಚ್ಛ ಹಾರ ನೀಡುವ ಮುಖ್ಯೇನಾ ಭವ್ಯ ಸ್ವಾಗತ ಬಯಸಿದರು, ನಂತರ ಎಲೇರಾಂಪುರ ಕುಂಚಿಟಿಗ ಮಹಾ ಮಠಕ್ಕೆ ಹಾಗೂ ಸಿದ್ದರಬೆಟ್ಟದ ಶ್ರೀ ರಂಭಾಪುರಿ ಮಠಕ್ಕೆ ಭೇಟಿ ನೀಡಿ ಶ್ರೀ ವೀರಭದ್ರ ಶಿವಾಚಾರ್ಯ ಸ್ವಾಮೀಜಿಗಳ ಹಾಗೂ ತಾ ಶ್ರೀ ಹನುಮಂತನಾಥ ಸ್ವಾಮೀಜಿಗಳಿಂದ ಆಶೀರ್ವಾದ ಪಡೆದರು. (50, 1142, 184, 1375)
